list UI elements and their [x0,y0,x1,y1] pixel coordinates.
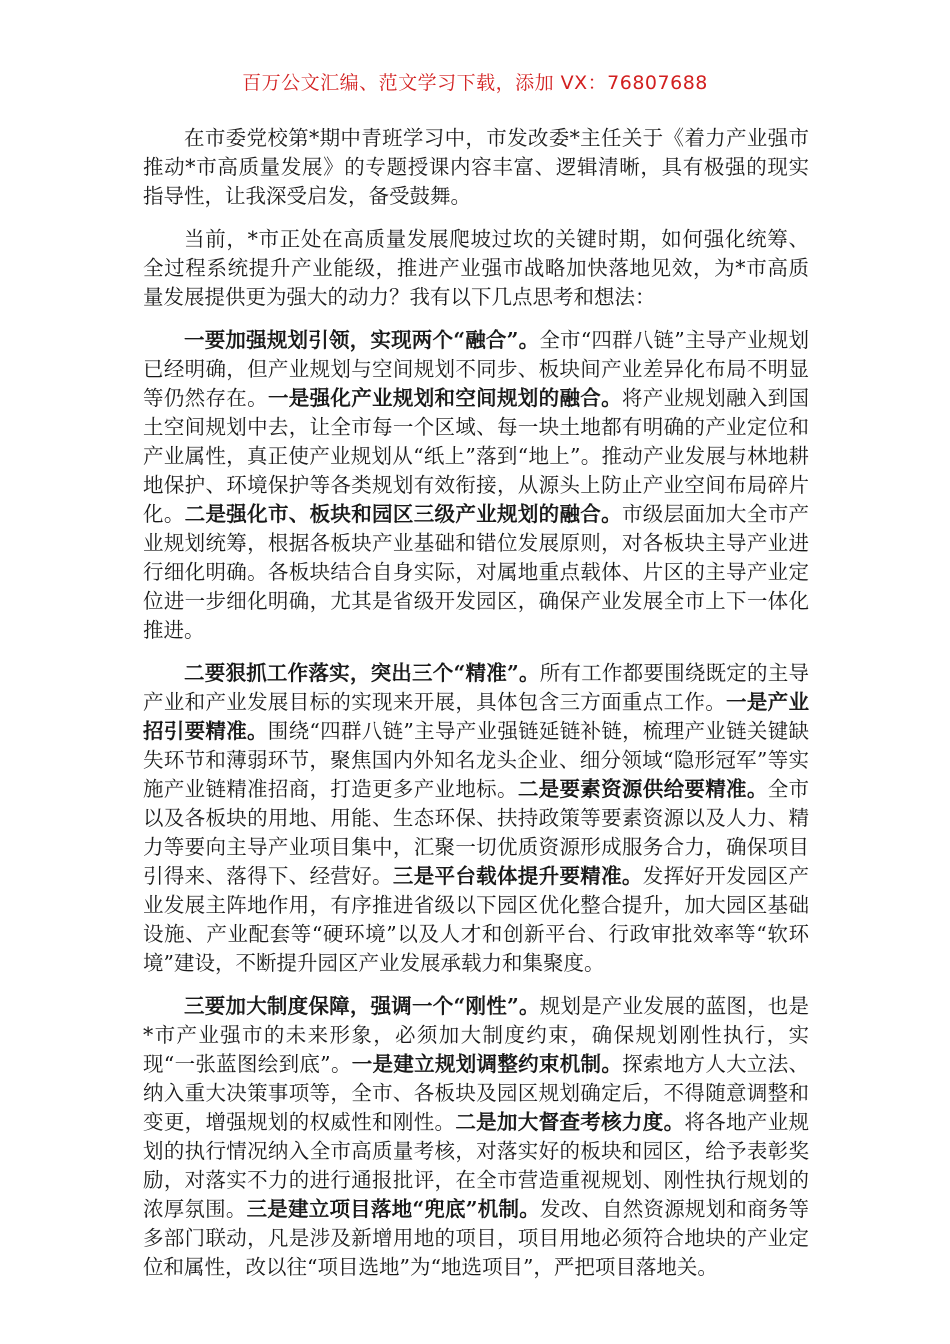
text-segment: 市级层面加大全市产业规划统筹，根据各板块产业基础和错位发展原则，对各板块主导产业进行细化明确。各板块结合自身实际，对属地重点载体、片区的主导产业定位进一步细化明确，尤其是省级开发园区，确保产业发展全市上下一体化推进。 [143,502,810,642]
text-segment: 全市以及各板块的用地、用能、生态环保、扶持政策等要素资源以及人力、精力等要向主导产业项目集中，汇聚一切优质资源形成服务合力，确保项目引得来、落得下、经营好。 [143,777,810,888]
point-heading: 一要加强规划引领，实现两个“融合”。 [184,328,540,352]
sub-point-heading: 二是要素资源供给要精准。 [517,777,768,801]
sub-point-heading: 三是平台载体提升要精准。 [392,864,643,888]
paragraph-point-one [143,326,809,645]
text-segment: 所有工作都要围绕既定的主导产业和产业发展目标的实现来开展，具体包含三方面重点工作。 [143,661,809,714]
sub-point-heading: 三是建立项目落地“兜底”机制。 [246,1197,540,1221]
point-heading: 二要狠抓工作落实，突出三个“精准”。 [184,661,540,685]
document-body [143,124,830,1296]
paragraph-point-two [143,659,809,978]
paragraph-point-three [143,992,809,1282]
sub-point-heading: 一是强化产业规划和空间规划的融合。 [267,386,622,410]
paragraph-intro [143,124,830,211]
text-segment: 当前，*市正处在高质量发展爬坡过坎的关键时期，如何强化统筹、全过程系统提升产业能级，推进产业强市战略加快落地见效，为*市高质量发展提供更为强大的动力？我有以下几点思考和想法： [143,227,809,309]
point-heading: 三要加大制度保障，强调一个“刚性”。 [184,994,540,1018]
text-segment: 在市委党校第*期中青班学习中，市发改委*主任关于《着力产业强市 推动*市高质量发展》的专题授课内容丰富、逻辑清晰，具有极强的现实指导性，让我深受启发，备受鼓舞。 [143,126,830,208]
header-banner: 百万公文汇编、范文学习下载，添加 VX：76807688 [242,72,708,94]
text-segment: 发改、自然资源规划和商务等多部门联动，凡是涉及新增用地的项目，项目用地必须符合地块的产业定位和属性，改以往“项目选地”为“地选项目”，严把项目落地关。 [143,1197,810,1279]
text-segment: 发挥好开发园区产业发展主阵地作用，有序推进省级以下园区优化整合提升，加大园区基础设施、产业配套等“硬环境”以及人才和创新平台、行政审批效率等“软环境”建设，不断提升园区产业发展承载力和集聚度。 [143,864,810,975]
text-segment: 将产业规划融入到国土空间规划中去，让全市每一个区域、每一块土地都有明确的产业定位和产业属性，真正使产业规划从“纸上”落到“地上”。推动产业发展与林地耕地保护、环境保护等各类规划有效衔接，从源头上防止产业空间布局碎片化。 [143,386,810,526]
sub-point-heading: 二是强化市、板块和园区三级产业规划的融合。 [184,502,622,526]
text-segment: 全市“四群八链”主导产业规划已经明确，但产业规划与空间规划不同步、板块间产业差异化布局不明显等仍然存在。 [143,328,809,410]
sub-point-heading: 一是建立规划调整约束机制。 [351,1052,623,1076]
text-segment: 探索地方人大立法、纳入重大决策事项等，全市、各板块及园区规划确定后，不得随意调整和变更，增强规划的权威性和刚性。 [143,1052,810,1134]
paragraph-context [143,225,809,312]
text-segment: 规划是产业发展的蓝图，也是*市产业强市的未来形象，必须加大制度约束，确保规划刚性执行，实现“一张蓝图绘到底”。 [143,994,809,1076]
sub-point-heading: 一是产业招引要精准。 [143,690,809,743]
text-segment: 将各地产业规划的执行情况纳入全市高质量考核，对落实好的板块和园区，给予表彰奖励，对落实不力的进行通报批评，在全市营造重视规划、刚性执行规划的浓厚氛围。 [143,1110,810,1221]
text-segment: 围绕“四群八链”主导产业强链延链补链，梳理产业链关键缺失环节和薄弱环节，聚焦国内外知名龙头企业、细分领域“隐形冠军”等实施产业链精准招商，打造更多产业地标。 [143,719,809,801]
sub-point-heading: 二是加大督查考核力度。 [455,1110,685,1134]
